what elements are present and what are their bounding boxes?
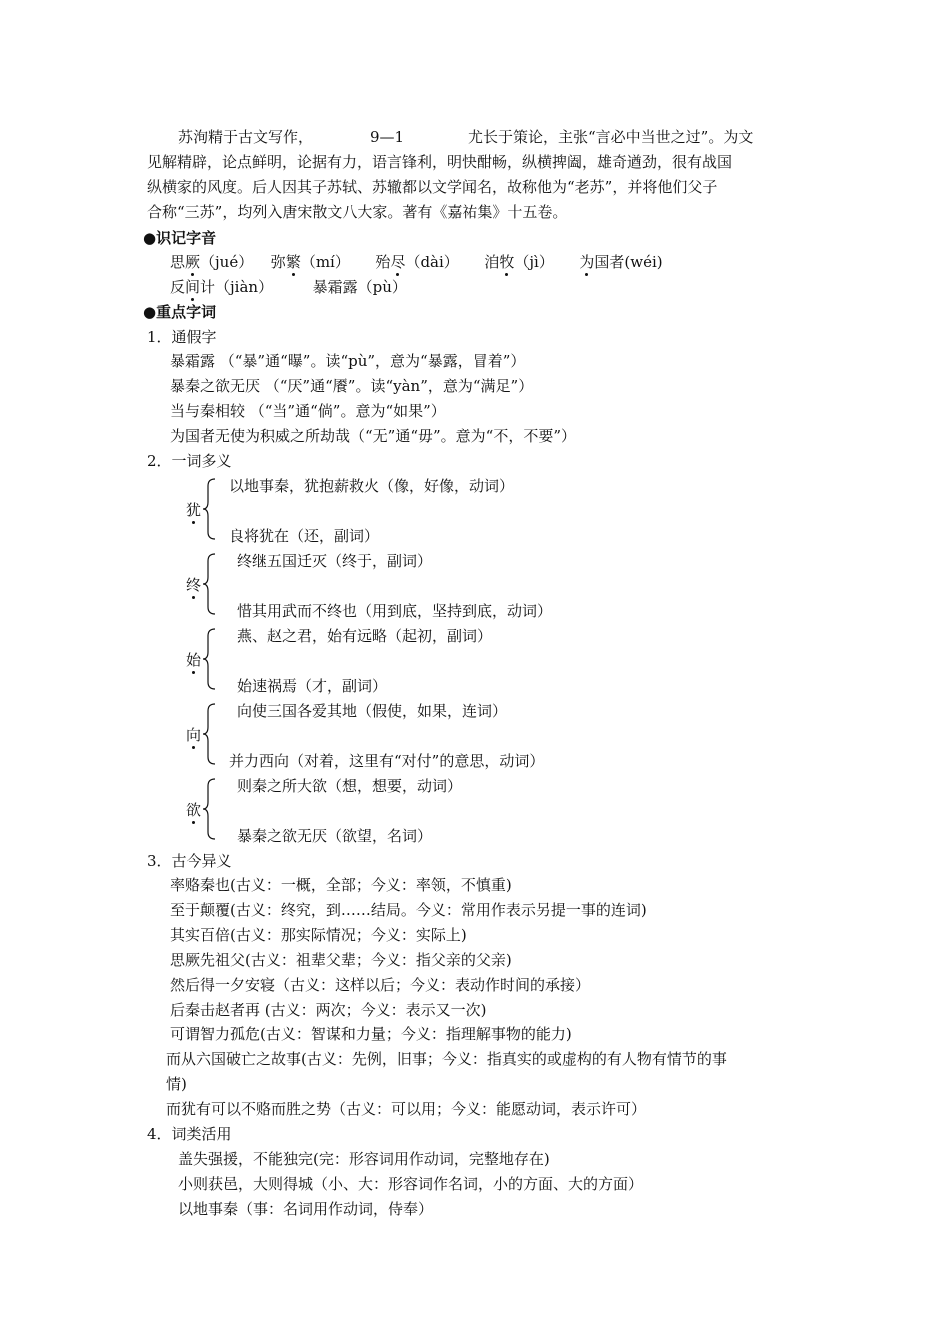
- polysemy-key: 向: [186, 726, 202, 744]
- polysemy-usage-a: 终继五国迁灭（终于，副词）: [237, 552, 433, 570]
- polysemy-usage-b: 暴秦之欲无厌（欲望，名词）: [237, 827, 433, 845]
- polysemy-key: 犹: [186, 501, 202, 519]
- polysemy-usage-b: 良将犹在（还，副词）: [229, 527, 380, 545]
- section-heading-key-words: ●重点字词: [143, 303, 217, 321]
- brace-icon: [202, 628, 216, 690]
- ancient-modern-item-cont: 情): [166, 1075, 187, 1093]
- ancient-modern-item: 率赂秦也(古义：一概，全部；今义：率领，不慎重): [170, 876, 512, 894]
- subheading-tongjia: 1．通假字: [147, 328, 217, 346]
- subheading-polysemy: 2．一词多义: [147, 452, 232, 470]
- section-heading-pronunciation: ●识记字音: [143, 229, 217, 247]
- intro-line-1a: 苏洵精于古文写作，: [178, 128, 314, 146]
- ancient-modern-item: 然后得一夕安寝（古义：这样以后；今义：表动作时间的承接）: [170, 976, 591, 994]
- intro-line-4: 合称“三苏”，均列入唐宋散文八大家。著有《嘉祐集》十五卷。: [147, 203, 568, 221]
- polysemy-usage-a: 燕、赵之君，始有远略（起初，副词）: [237, 627, 493, 645]
- pronunciation-row-2: 反间计（jiàn） 暴霜露（pù）: [170, 278, 407, 296]
- page-mark: 9—1: [370, 128, 405, 146]
- ancient-modern-item: 而从六国破亡之故事(古义：先例，旧事；今义：指真实的或虚构的有人物有情节的事: [166, 1050, 727, 1068]
- tongjia-item: 当与秦相较 （“当”通“倘”。意为“如果”）: [170, 402, 446, 420]
- tongjia-item: 暴霜露 （“暴”通“曝”。读“pù”，意为“暴露，冒着”）: [170, 352, 526, 370]
- ancient-modern-item: 思厥先祖父(古义：祖辈父辈；今义：指父亲的父亲): [170, 951, 512, 969]
- polysemy-key: 欲: [186, 801, 202, 819]
- ancient-modern-item: 其实百倍(古义：那实际情况；今义：实际上): [170, 926, 467, 944]
- word-class-item: 盖失强援，不能独完(完：形容词用作动词，完整地存在): [178, 1150, 550, 1168]
- pronunciation-row-1: 思厥（jué） 弥繁（mí） 殆尽（dài） 洎牧（jì） 为国者(wéi): [170, 253, 663, 271]
- brace-icon: [202, 703, 216, 765]
- subheading-word-class: 4．词类活用: [147, 1125, 232, 1143]
- intro-line-2: 见解精辟，论点鲜明，论据有力，语言锋利，明快酣畅，纵横捭阖，雄奇遒劲，很有战国: [147, 153, 733, 171]
- polysemy-usage-b: 惜其用武而不终也（用到底，坚持到底，动词）: [237, 602, 553, 620]
- brace-icon: [202, 478, 216, 540]
- brace-icon: [202, 553, 216, 615]
- brace-icon: [202, 778, 216, 840]
- ancient-modern-item: 可谓智力孤危(古义：智谋和力量；今义：指理解事物的能力): [170, 1025, 572, 1043]
- polysemy-key: 终: [186, 576, 202, 594]
- polysemy-usage-b: 始速祸焉（才，副词）: [237, 677, 388, 695]
- polysemy-usage-b: 并力西向（对着，这里有“对付”的意思，动词）: [229, 752, 545, 770]
- word-class-item: 以地事秦（事：名词用作动词，侍奉）: [178, 1200, 434, 1218]
- ancient-modern-item: 至于颠覆(古义：终究，到……结局。今义：常用作表示另提一事的连词): [170, 901, 647, 919]
- polysemy-usage-a: 则秦之所大欲（想，想要，动词）: [237, 777, 463, 795]
- ancient-modern-item: 而犹有可以不赂而胜之势（古义：可以用；今义：能愿动词，表示许可）: [166, 1100, 647, 1118]
- tongjia-item: 为国者无使为积威之所劫哉（“无”通“毋”。意为“不，不要”）: [170, 427, 577, 445]
- ancient-modern-item: 后秦击赵者再 (古义：两次；今义：表示又一次): [170, 1001, 487, 1019]
- polysemy-usage-a: 向使三国各爱其地（假使，如果，连词）: [237, 702, 508, 720]
- polysemy-key: 始: [186, 651, 202, 669]
- subheading-ancient-modern: 3．古今异义: [147, 852, 232, 870]
- tongjia-item: 暴秦之欲无厌 （“厌”通“餍”。读“yàn”，意为“满足”）: [170, 377, 534, 395]
- intro-line-1b: 尤长于策论，主张“言必中当世之过”。为文: [468, 128, 754, 146]
- intro-line-3: 纵横家的风度。后人因其子苏轼、苏辙都以文学闻名，故称他为“老苏”，并将他们父子: [147, 178, 718, 196]
- polysemy-usage-a: 以地事秦，犹抱薪救火（像，好像，动词）: [229, 477, 515, 495]
- word-class-item: 小则获邑，大则得城（小、大：形容词作名词，小的方面、大的方面）: [178, 1175, 644, 1193]
